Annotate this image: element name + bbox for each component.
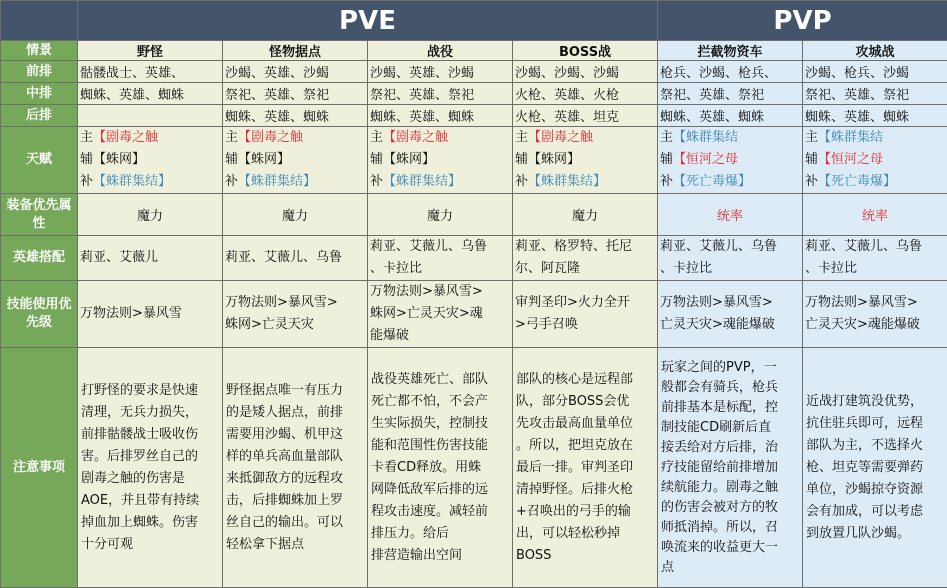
text-line: 样的单兵高血量部队 xyxy=(226,446,365,468)
text-line: 排营造输出空间 xyxy=(371,545,510,567)
lineup-cell: 祭祀、英雄、祭祀 xyxy=(223,83,368,105)
column-header: 野怪 xyxy=(78,41,223,61)
text-line: 万物法则>暴风雪> xyxy=(805,292,945,314)
talent-row xyxy=(1,127,947,194)
lineup-cell: 沙蝎、英雄、沙蝎 xyxy=(223,61,368,83)
text-line: 打野怪的要求是快速 xyxy=(81,380,220,402)
text-line: 的是矮人据点，前排 xyxy=(226,402,365,424)
equip-cell: 统率 xyxy=(803,194,947,236)
text-line: 前排骷髅战士吸收伤 xyxy=(81,424,220,446)
text-line: 莉亚、艾薇儿 xyxy=(80,247,220,269)
text-line: 掉血加上蜘蛛。伤害 xyxy=(81,512,220,534)
talent-cell xyxy=(513,127,658,194)
text-line: 近战打建筑没优势， xyxy=(806,391,945,413)
text-line: 会有加成，可以考虑 xyxy=(806,501,945,523)
text-line: 点 xyxy=(661,558,800,578)
talent-sup: 补【蛛群集结】 xyxy=(370,171,510,193)
talent-sup: 补【死亡毒爆】 xyxy=(660,171,800,193)
lineup-cell: 祭祀、英雄、祭祀 xyxy=(803,83,947,105)
text-line: 需要用沙蝎、机甲这 xyxy=(226,424,365,446)
text-line: 万物法则>暴风雪 xyxy=(80,303,220,325)
talent-main: 主【剧毒之触 xyxy=(225,127,365,149)
lineup-cell xyxy=(78,105,223,127)
text-line: 、卡拉比 xyxy=(660,258,800,280)
lineup-cell: 火枪、英雄、火枪 xyxy=(513,83,658,105)
text-line: 卡看CD释放。用蛛 xyxy=(371,457,510,479)
row-label-notes: 注意事项 xyxy=(1,348,78,588)
lineup-cell: 蜘蛛、英雄、蜘蛛 xyxy=(803,105,947,127)
text-line: 师抵消掉。所以，召 xyxy=(661,518,800,538)
text-line: 排压力。给后 xyxy=(371,523,510,545)
talent-cell xyxy=(803,127,947,194)
column-header: 怪物据点 xyxy=(223,41,368,61)
equip-cell: 魔力 xyxy=(368,194,513,236)
text-line: 亡灵天灾>魂能爆破 xyxy=(805,314,945,336)
heroes-row xyxy=(1,236,947,281)
mode-header-row xyxy=(1,1,947,41)
text-line: 莉亚、艾薇儿、乌鲁 xyxy=(370,236,510,258)
text-line: 能和范围性伤害技能 xyxy=(371,435,510,457)
lineup-cell: 骷髅战士、英雄、 xyxy=(78,61,223,83)
heroes-cell xyxy=(513,236,658,281)
talent-main: 主【蛛群集结 xyxy=(660,127,800,149)
skills-cell xyxy=(78,281,223,348)
talent-aux: 辅【蛛网】 xyxy=(80,149,220,171)
notes-row xyxy=(1,348,947,588)
equip-row xyxy=(1,194,947,236)
notes-cell xyxy=(223,348,368,588)
text-line: 制技能CD刷新后直 xyxy=(661,418,800,438)
text-line: 死亡都不怕，不会产 xyxy=(371,391,510,413)
pvp-header: PVP xyxy=(658,1,947,41)
text-line: 接丢给对方后排，治 xyxy=(661,438,800,458)
scenario-row xyxy=(1,41,947,61)
lineup-cell: 祭祀、英雄、祭祀 xyxy=(368,83,513,105)
text-line: 莉亚、艾薇儿、乌鲁 xyxy=(225,247,365,269)
heroes-cell xyxy=(78,236,223,281)
lineup-cell: 沙蝎、枪兵、沙蝎 xyxy=(803,61,947,83)
lineup-cell: 祭祀、英雄、祭祀 xyxy=(658,83,803,105)
notes-cell xyxy=(368,348,513,588)
text-line: 击，后排蜘蛛加上罗 xyxy=(226,490,365,512)
text-line: 般都会有骑兵，枪兵 xyxy=(661,378,800,398)
text-line: 害。后排罗丝自己的 xyxy=(81,446,220,468)
talent-aux: 辅【蛛网】 xyxy=(515,149,655,171)
talent-cell xyxy=(368,127,513,194)
text-line: 野怪据点唯一有压力 xyxy=(226,380,365,402)
lineup-cell: 火枪、英雄、坦克 xyxy=(513,105,658,127)
text-line: 能爆破 xyxy=(370,325,510,347)
text-line: 蛛网>亡灵天灾 xyxy=(225,314,365,336)
corner-cell xyxy=(1,1,78,41)
lineup-cell: 蜘蛛、英雄、蜘蛛 xyxy=(658,105,803,127)
talent-aux: 辅【恒河之母 xyxy=(805,149,945,171)
talent-sup: 补【蛛群集结】 xyxy=(80,171,220,193)
text-line: 出，可以轻松秒掉 xyxy=(516,523,655,545)
skills-cell xyxy=(803,281,947,348)
text-line: 轻松拿下据点 xyxy=(226,534,365,556)
text-line: 万物法则>暴风雪> xyxy=(370,281,510,303)
talent-aux: 辅【蛛网】 xyxy=(225,149,365,171)
row-label-equip: 装备优先属性 xyxy=(1,194,78,236)
notes-cell xyxy=(803,348,947,588)
text-line: 疗技能留给前排增加 xyxy=(661,458,800,478)
text-line: 单位，沙蝎掠夺资源 xyxy=(806,479,945,501)
text-line: 、卡拉比 xyxy=(805,258,945,280)
talent-sup: 补【死亡毒爆】 xyxy=(805,171,945,193)
text-line: 枪、坦克等需要弹药 xyxy=(806,457,945,479)
notes-cell xyxy=(513,348,658,588)
row-label-middle: 中排 xyxy=(1,83,78,105)
row-label-intel: 情景 xyxy=(1,41,78,61)
pve-header: PVE xyxy=(78,1,658,41)
heroes-cell xyxy=(223,236,368,281)
lineup-cell: 蜘蛛、英雄、蜘蛛 xyxy=(78,83,223,105)
lineup-cell: 沙蝎、英雄、沙蝎 xyxy=(368,61,513,83)
talent-sup: 补【蛛群集结】 xyxy=(225,171,365,193)
skills-cell xyxy=(223,281,368,348)
talent-main: 主【蛛群集结 xyxy=(805,127,945,149)
heroes-cell xyxy=(803,236,947,281)
text-line: 莉亚、艾薇儿、乌鲁 xyxy=(660,236,800,258)
skills-cell xyxy=(513,281,658,348)
lineup-cell: 蜘蛛、英雄、蜘蛛 xyxy=(223,105,368,127)
text-line: 最后一排。审判圣印 xyxy=(516,457,655,479)
text-line: BOSS xyxy=(516,545,655,567)
text-line: 丝自己的输出。可以 xyxy=(226,512,365,534)
text-line: 莉亚、格罗特、托尼 xyxy=(515,236,655,258)
lineup-cell: 沙蝎、沙蝎、沙蝎 xyxy=(513,61,658,83)
talent-cell xyxy=(223,127,368,194)
text-line: 尔、阿瓦隆 xyxy=(515,258,655,280)
row-label-heroes: 英雄搭配 xyxy=(1,236,78,281)
column-header: 战役 xyxy=(368,41,513,61)
column-header: 攻城战 xyxy=(803,41,947,61)
text-line: 到放置几队沙蝎。 xyxy=(806,523,945,545)
row-label-talent: 天赋 xyxy=(1,127,78,194)
equip-cell: 魔力 xyxy=(78,194,223,236)
talent-main: 主【剧毒之触 xyxy=(515,127,655,149)
text-line: 唤流来的收益更大一 xyxy=(661,538,800,558)
talent-main: 主【剧毒之触 xyxy=(80,127,220,149)
text-line: +召唤出的弓手的输 xyxy=(516,501,655,523)
text-line: AOE，并且带有持续 xyxy=(81,490,220,512)
text-line: 、卡拉比 xyxy=(370,258,510,280)
row-label-front: 前排 xyxy=(1,61,78,83)
talent-cell xyxy=(78,127,223,194)
text-line: 先攻击最高血量单位 xyxy=(516,413,655,435)
row-label-back: 后排 xyxy=(1,105,78,127)
text-line: 清掉野怪。后排火枪 xyxy=(516,479,655,501)
column-header: 拦截物资车 xyxy=(658,41,803,61)
text-line: 莉亚、艾薇儿、乌鲁 xyxy=(805,236,945,258)
equip-cell: 魔力 xyxy=(223,194,368,236)
column-header: BOSS战 xyxy=(513,41,658,61)
text-line: 亡灵天灾>魂能爆破 xyxy=(660,314,800,336)
equip-cell: 统率 xyxy=(658,194,803,236)
text-line: 网降低敌军后排的远 xyxy=(371,479,510,501)
talent-sup: 补【蛛群集结】 xyxy=(515,171,655,193)
skills-row xyxy=(1,281,947,348)
text-line: 生实际损失，控制技 xyxy=(371,413,510,435)
text-line: 的伤害会被对方的牧 xyxy=(661,498,800,518)
text-line: 蛛网>亡灵天灾>魂 xyxy=(370,303,510,325)
talent-main: 主【剧毒之触 xyxy=(370,127,510,149)
text-line: 抗住驻兵即可，远程 xyxy=(806,413,945,435)
text-line: 。所以，把坦克放在 xyxy=(516,435,655,457)
notes-cell xyxy=(658,348,803,588)
text-line: 万物法则>暴风雪> xyxy=(225,292,365,314)
text-line: 续航能力。剧毒之触 xyxy=(661,478,800,498)
middle-row xyxy=(1,83,947,105)
text-line: 队，部分BOSS会优 xyxy=(516,391,655,413)
text-line: 部队的核心是远程部 xyxy=(516,369,655,391)
lineup-cell: 枪兵、沙蝎、枪兵、 xyxy=(658,61,803,83)
skills-cell xyxy=(368,281,513,348)
back-row xyxy=(1,105,947,127)
notes-cell xyxy=(78,348,223,588)
text-line: 万物法则>暴风雪> xyxy=(660,292,800,314)
text-line: 前排基本是标配，控 xyxy=(661,398,800,418)
front-row xyxy=(1,61,947,83)
text-line: 来抵御敌方的远程攻 xyxy=(226,468,365,490)
talent-aux: 辅【蛛网】 xyxy=(370,149,510,171)
text-line: 审判圣印>火力全开 xyxy=(515,292,655,314)
text-line: 战役英雄死亡、部队 xyxy=(371,369,510,391)
heroes-cell xyxy=(658,236,803,281)
text-line: 剧毒之触的伤害是 xyxy=(81,468,220,490)
heroes-cell xyxy=(368,236,513,281)
lineup-cell: 蜘蛛、英雄、蜘蛛 xyxy=(368,105,513,127)
row-label-skills: 技能使用优先级 xyxy=(1,281,78,348)
text-line: 程攻击速度。减轻前 xyxy=(371,501,510,523)
skills-cell xyxy=(658,281,803,348)
text-line: 部队为主，不选择火 xyxy=(806,435,945,457)
text-line: 十分可观 xyxy=(81,534,220,556)
equip-cell: 魔力 xyxy=(513,194,658,236)
text-line: 清理，无兵力损失， xyxy=(81,402,220,424)
text-line: >弓手召唤 xyxy=(515,314,655,336)
talent-aux: 辅【恒河之母 xyxy=(660,149,800,171)
text-line: 玩家之间的PVP，一 xyxy=(661,358,800,378)
talent-cell xyxy=(658,127,803,194)
